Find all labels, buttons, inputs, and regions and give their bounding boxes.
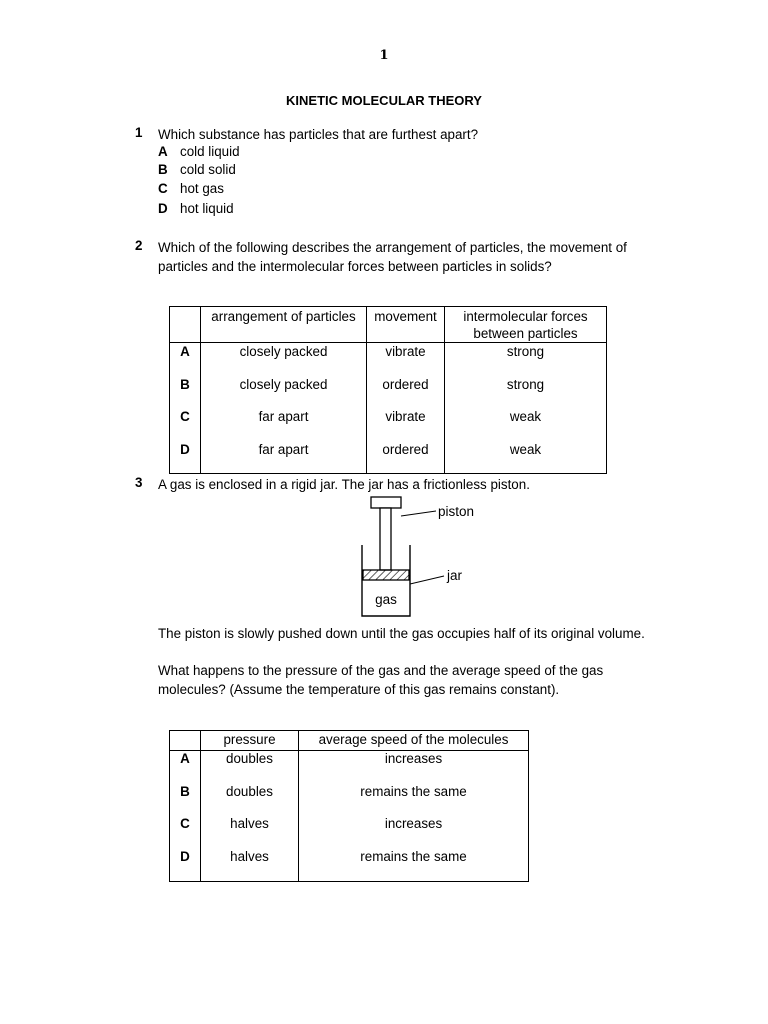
piston-jar-diagram (350, 492, 490, 622)
table-header-arrangement: arrangement of particles (201, 307, 367, 343)
jar-leader-line (410, 576, 444, 584)
piston-label: piston (438, 504, 475, 519)
header-line: between particles (473, 326, 578, 341)
question-2-text-line1: Which of the following describes the arrangement of particles, the movement of (158, 240, 627, 255)
page-number: 1 (379, 48, 389, 63)
table-header-empty (170, 307, 201, 343)
table-row (170, 441, 607, 474)
cell-pressure: doubles (201, 784, 299, 817)
cell-speed: remains the same (299, 849, 529, 882)
table-row (170, 408, 607, 441)
gas-label: gas (375, 592, 397, 607)
cell-forces: strong (445, 376, 607, 409)
q1-option-text: hot liquid (180, 201, 234, 216)
page-title: KINETIC MOLECULAR THEORY (286, 93, 482, 108)
table-row (170, 816, 529, 849)
row-letter: B (170, 376, 201, 409)
table-row (170, 376, 607, 409)
cell-forces: weak (445, 441, 607, 474)
cell-movement: ordered (367, 441, 445, 474)
cell-arrangement: far apart (201, 408, 367, 441)
cell-arrangement: closely packed (201, 376, 367, 409)
question-3-number: 3 (135, 475, 143, 490)
q1-option-letter: D (158, 201, 168, 216)
piston-leader-line (401, 511, 436, 516)
row-letter: C (170, 408, 201, 441)
q1-option-text: hot gas (180, 181, 224, 196)
row-letter: B (170, 784, 201, 817)
piston-head (363, 570, 409, 580)
question-3-text: A gas is enclosed in a rigid jar. The jar has a frictionless piston. (158, 477, 530, 492)
q1-option-letter: A (158, 144, 168, 159)
question-1-number: 1 (135, 125, 143, 140)
cell-movement: ordered (367, 376, 445, 409)
question-3-text3-line2: molecules? (Assume the temperature of this gas remains constant). (158, 682, 560, 697)
cell-speed: increases (299, 751, 529, 784)
table-header-empty (170, 731, 201, 751)
question-3-answer-table (169, 730, 529, 882)
jar-label: jar (447, 568, 463, 583)
row-letter: D (170, 849, 201, 882)
cell-movement: vibrate (367, 408, 445, 441)
header-line: intermolecular forces (463, 309, 588, 324)
row-letter: A (170, 751, 201, 784)
piston-handle (371, 497, 401, 508)
table-row (170, 849, 529, 882)
table-header-forces (445, 307, 607, 343)
q1-option-text: cold solid (180, 162, 236, 177)
q1-option-text: cold liquid (180, 144, 240, 159)
q1-option-letter: C (158, 181, 168, 196)
cell-speed: remains the same (299, 784, 529, 817)
cell-pressure: halves (201, 849, 299, 882)
question-2-answer-table (169, 306, 607, 474)
table-header-movement: movement (367, 307, 445, 343)
q1-option-letter: B (158, 162, 168, 177)
cell-speed: increases (299, 816, 529, 849)
piston-rod (380, 508, 391, 570)
cell-movement: vibrate (367, 343, 445, 376)
table-row (170, 784, 529, 817)
table-row (170, 751, 529, 784)
cell-pressure: doubles (201, 751, 299, 784)
table-header-pressure: pressure (201, 731, 299, 751)
cell-forces: strong (445, 343, 607, 376)
cell-forces: weak (445, 408, 607, 441)
question-1-text: Which substance has particles that are furthest apart? (158, 127, 479, 142)
cell-pressure: halves (201, 816, 299, 849)
row-letter: A (170, 343, 201, 376)
question-3-text3-line1: What happens to the pressure of the gas and the average speed of the gas (158, 663, 604, 678)
question-2-text-line2: particles and the intermolecular forces between particles in solids? (158, 259, 552, 274)
question-3-text2: The piston is slowly pushed down until the gas occupies half of its original volume. (158, 626, 645, 641)
question-2-number: 2 (135, 238, 143, 253)
table-row (170, 343, 607, 376)
cell-arrangement: closely packed (201, 343, 367, 376)
row-letter: D (170, 441, 201, 474)
row-letter: C (170, 816, 201, 849)
table-header-speed: average speed of the molecules (299, 731, 529, 751)
cell-arrangement: far apart (201, 441, 367, 474)
